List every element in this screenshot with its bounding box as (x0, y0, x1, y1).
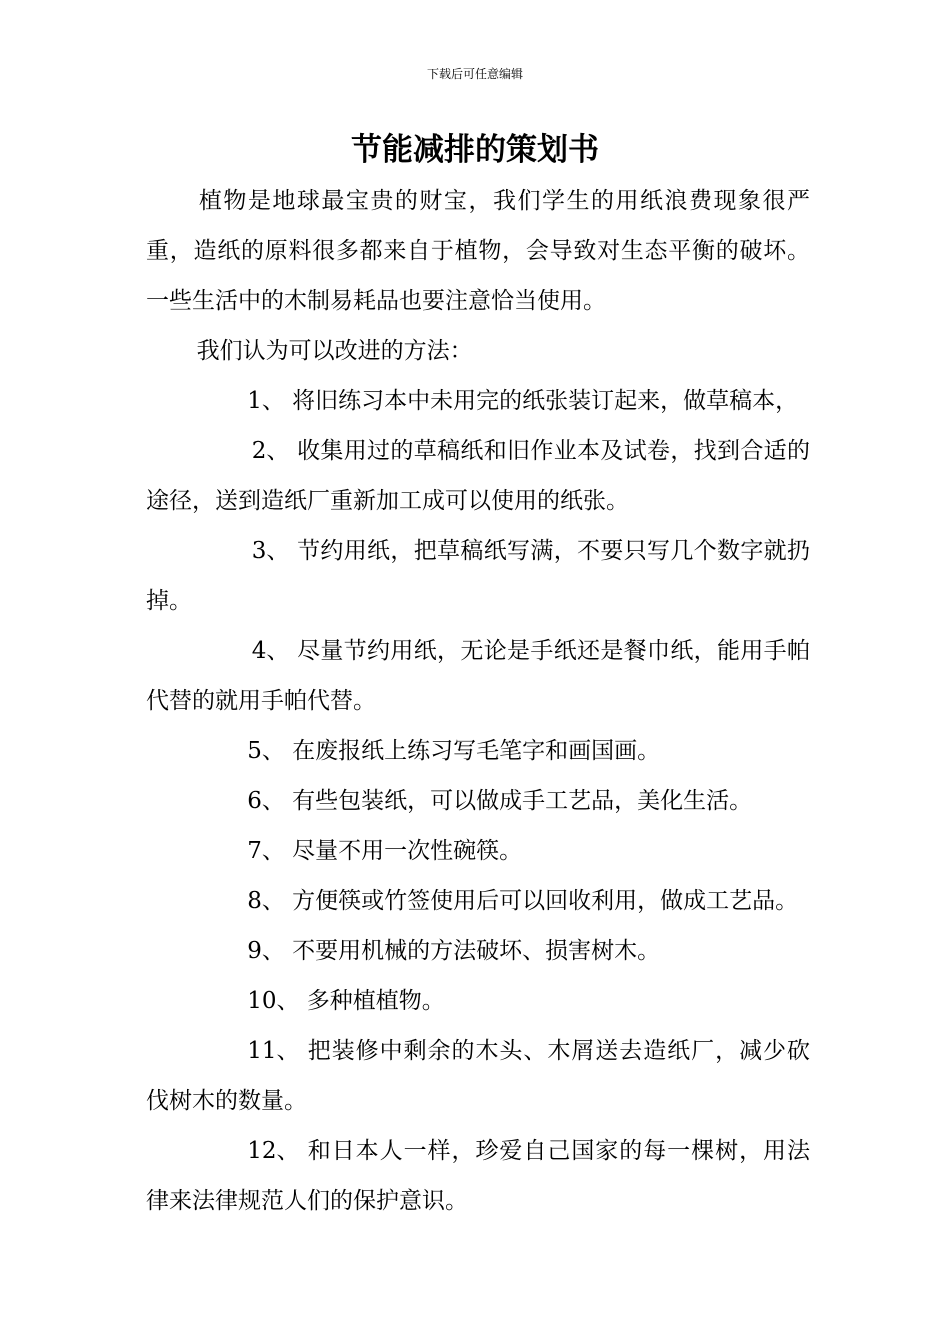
list-item-text: 尽量不用一次性碗筷。 (292, 838, 523, 864)
lead-paragraph: 我们认为可以改进的方法： (196, 338, 473, 364)
list-item-number: 3、 (251, 538, 297, 564)
list-item-number: 9、 (247, 938, 293, 964)
list-item-text: 方便筷或竹签使用后可以回收利用，做成工艺品。 (292, 888, 799, 914)
list-item-text: 在废报纸上练习写毛笔字和画国画。 (292, 738, 661, 764)
list-item (146, 926, 810, 976)
header-note: 下载后可任意编辑 (426, 67, 523, 81)
list-item (146, 426, 810, 526)
list-item (146, 726, 810, 776)
list-item (146, 876, 810, 926)
list-item-text: 把装修中剩余的木头、木屑送去造纸厂，减少砍伐树木的数量。 (146, 1038, 810, 1114)
list-item-number: 6、 (247, 788, 293, 814)
list-item (146, 626, 810, 726)
list-item-number: 12、 (247, 1138, 307, 1164)
list-item (146, 526, 810, 626)
list-item-text: 和日本人一样，珍爱自己国家的每一棵树，用法律来法律规范人们的保护意识。 (146, 1138, 810, 1214)
list-item (146, 826, 810, 876)
list-item (146, 1026, 810, 1126)
list-item-text: 多种植植物。 (306, 988, 445, 1014)
list-item-text: 将旧练习本中未用完的纸张装订起来，做草稿本， (292, 388, 799, 414)
document-body (146, 176, 810, 1226)
list-item-number: 10、 (247, 988, 307, 1014)
list-item-text: 节约用纸，把草稿纸写满，不要只写几个数字就扔掉。 (146, 538, 810, 614)
list-item-number: 7、 (247, 838, 293, 864)
list-item-number: 8、 (247, 888, 293, 914)
page-title: 节能减排的策划书 (351, 132, 599, 168)
list-item-text: 尽量节约用纸，无论是手纸还是餐巾纸，能用手帕代替的就用手帕代替。 (146, 638, 810, 714)
list-item (146, 976, 810, 1026)
list-item-number: 1、 (247, 388, 293, 414)
list-item-number: 4、 (251, 638, 297, 664)
list-item (146, 776, 810, 826)
list-item-text: 收集用过的草稿纸和旧作业本及试卷，找到合适的途径，送到造纸厂重新加工成可以使用的纸张。 (146, 438, 810, 514)
list-item (146, 1126, 810, 1226)
list-item-text: 有些包装纸，可以做成手工艺品，美化生活。 (292, 788, 753, 814)
list-item-number: 5、 (247, 738, 293, 764)
list-item-text: 不要用机械的方法破坏、损害树木。 (292, 938, 661, 964)
list-item-number: 2、 (251, 438, 297, 464)
intro-paragraph: 植物是地球最宝贵的财宝，我们学生的用纸浪费现象很严重，造纸的原料很多都来自于植物，会导致对生态平衡的破坏。一些生活中的木制易耗品也要注意恰当使用。 (146, 188, 810, 314)
list-item (146, 376, 810, 426)
list-item-number: 11、 (247, 1038, 307, 1064)
